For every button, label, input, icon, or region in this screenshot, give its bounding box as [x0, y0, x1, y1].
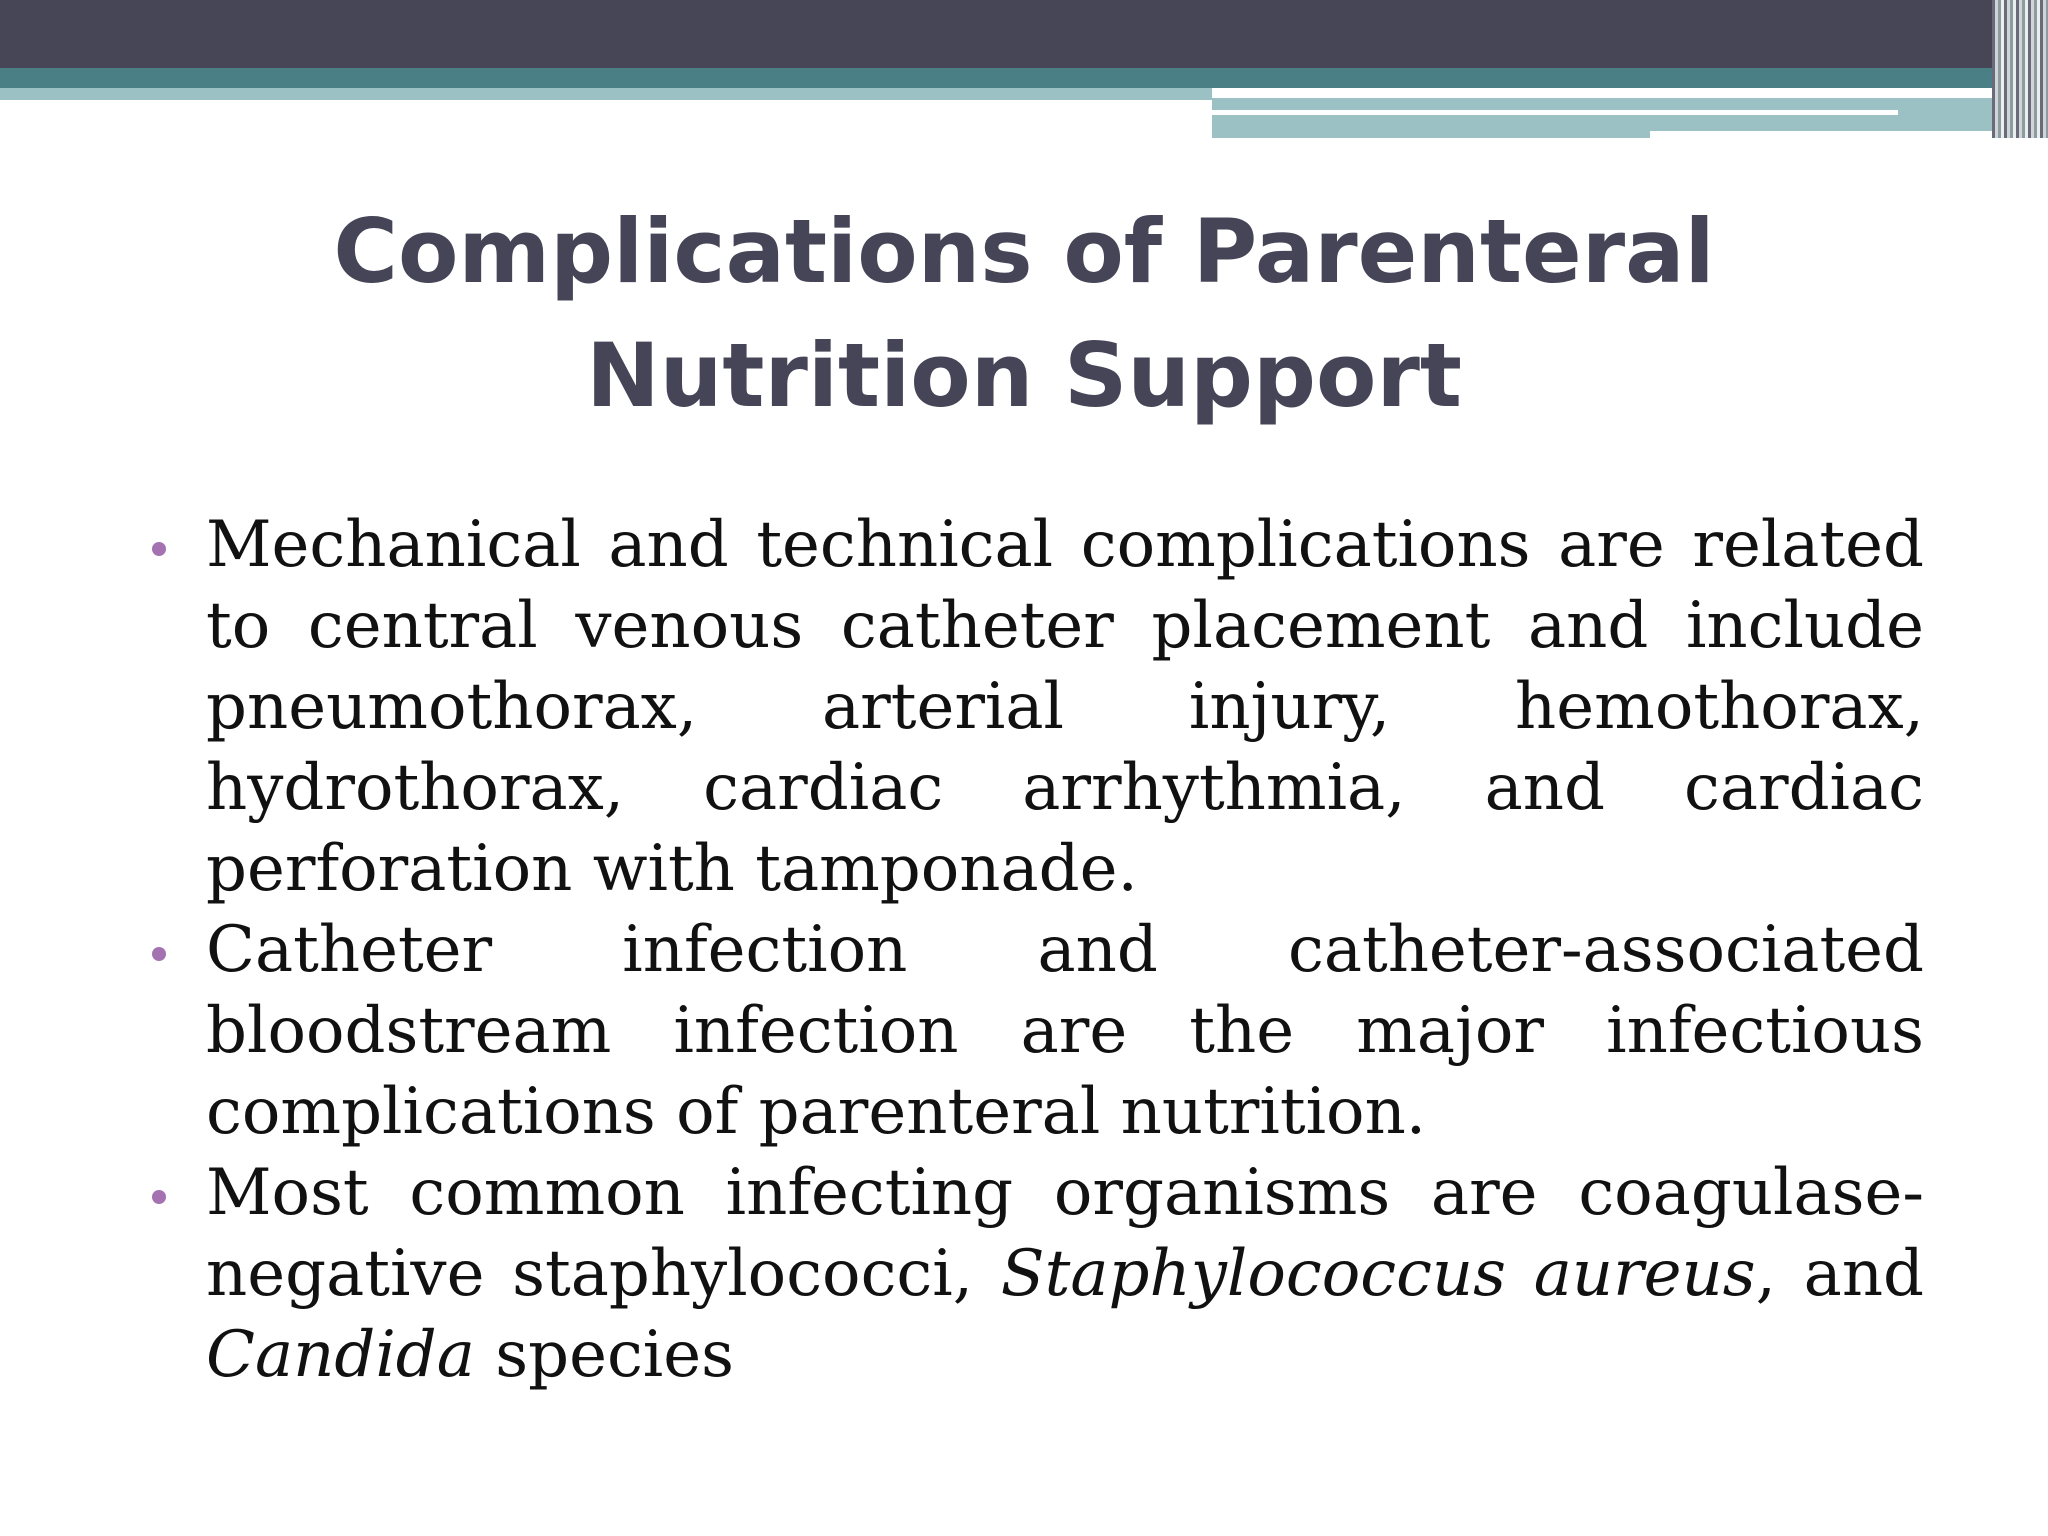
- slide-title: Complications of Parenteral Nutrition Support: [333, 200, 1715, 427]
- bullet-dot: [152, 947, 166, 961]
- bullet-item-infection: [140, 910, 1924, 1153]
- header-stripes: [1992, 0, 2048, 138]
- bullet-list: [140, 505, 1924, 1396]
- bullet-text-part: species: [474, 1318, 734, 1392]
- bullet-dot: [152, 542, 166, 556]
- header-accent-line-2: [1650, 131, 2048, 138]
- header-band-dark: [0, 0, 2048, 68]
- header-accent-line: [1212, 110, 1898, 115]
- bullet-text: Mechanical and technical complications are related to central venous catheter placement and include pneumothorax, arterial injury, hemothorax, hydrothorax, cardiac arrhythmia, and cardiac perforation with tamponade.: [206, 508, 1924, 906]
- bullet-item-mechanical: [140, 505, 1924, 910]
- bullet-item-organisms: [140, 1153, 1924, 1396]
- header-band-light-left: [0, 88, 1212, 100]
- bullet-text-part: , and: [1755, 1237, 1925, 1311]
- header-band-teal: [0, 68, 2048, 88]
- bullet-text: Catheter infection and catheter-associated bloodstream infection are the major infectious complications of parenteral nutrition.: [206, 913, 1924, 1149]
- organism-name-italic: Candida: [206, 1318, 475, 1392]
- bullet-text: [206, 1156, 1924, 1392]
- bullet-text-part: Most common infecting organisms are coagulase-negative staphylococci,: [206, 1156, 1924, 1311]
- organism-name-italic: Staphylococcus aureus: [1000, 1237, 1756, 1311]
- bullet-dot: [152, 1190, 166, 1204]
- slide-content: [140, 505, 1924, 1396]
